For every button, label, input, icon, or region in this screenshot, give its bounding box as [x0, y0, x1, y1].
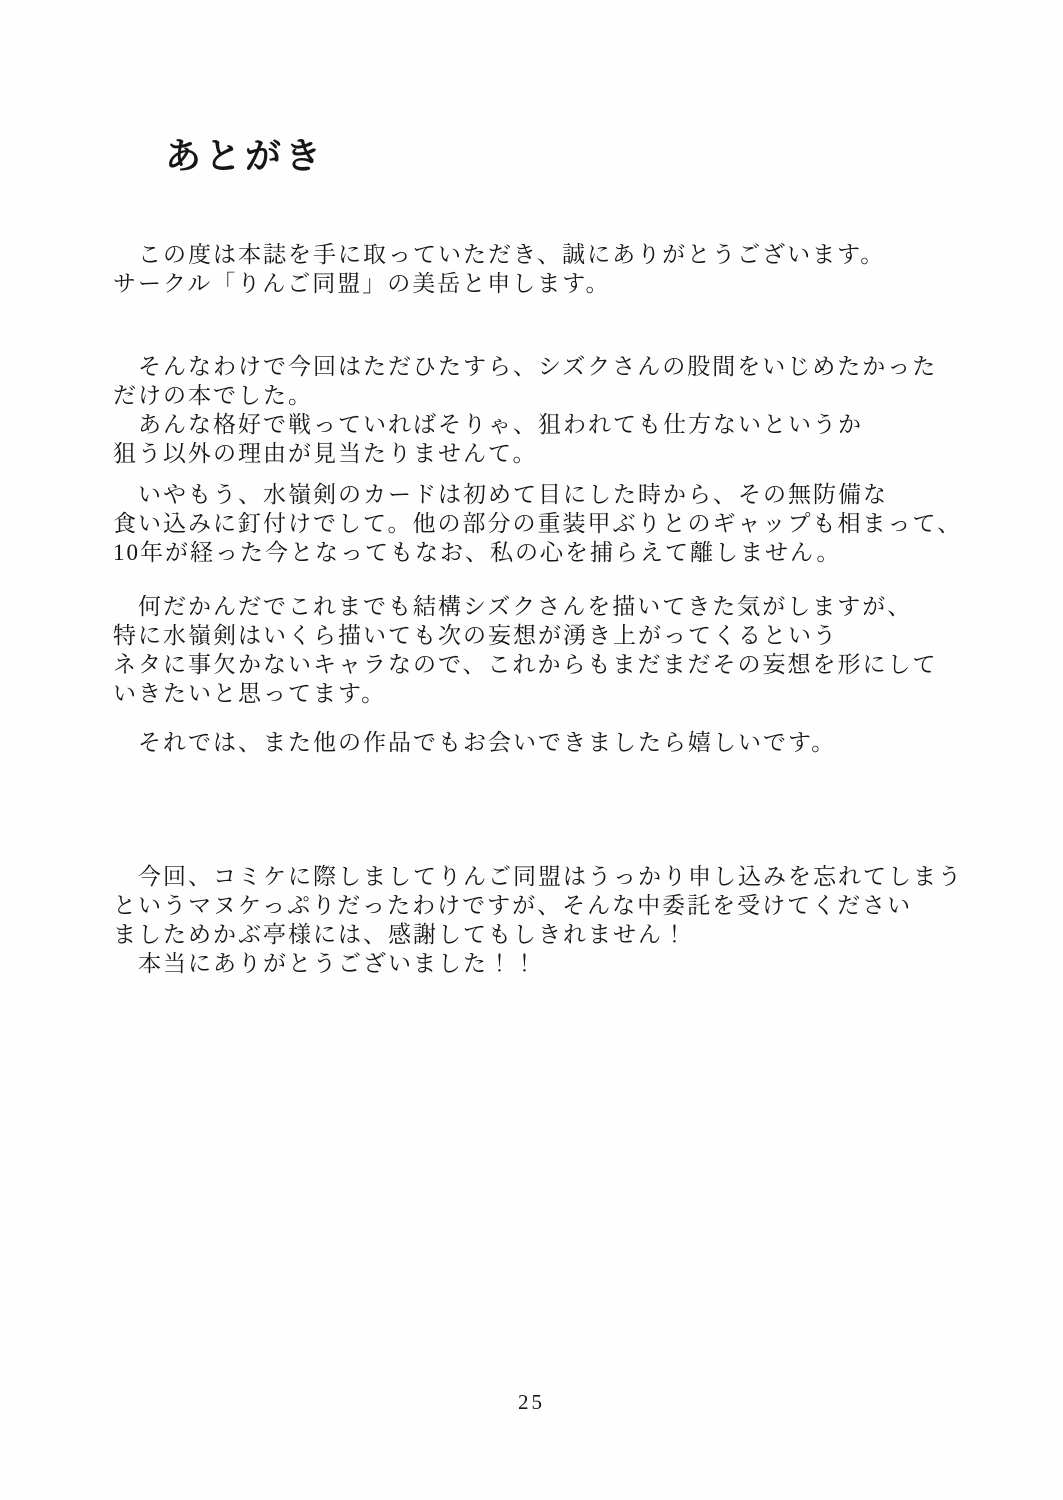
text-line: 10年が経った今となってもなお、私の心を捕らえて離しません。: [113, 540, 842, 565]
text-line: この度は本誌を手に取っていただき、誠にありがとうございます。: [113, 242, 886, 267]
text-line: というマヌケっぷりだったわけですが、そんな中委託を受けてください: [113, 893, 913, 918]
text-line: 何だかんだでこれまでも結構シズクさんを描いてきた気がしますが、: [113, 594, 913, 619]
text-line: いきたいと思ってます。: [113, 681, 387, 706]
paragraph-future-plans: [113, 592, 993, 708]
text-line: それでは、また他の作品でもお会いできましたら嬉しいです。: [113, 730, 837, 755]
paragraph-comiket-thanks: [113, 862, 993, 978]
paragraph-closing: [113, 728, 993, 757]
text-line: そんなわけで今回はただひたすら、シズクさんの股間をいじめたかった: [113, 354, 938, 379]
text-line: ネタに事欠かないキャラなので、これからもまだまだその妄想を形にして: [113, 652, 938, 677]
text-line: 今回、コミケに際しましてりんご同盟はうっかり申し込みを忘れてしまう: [113, 864, 963, 889]
paragraph-greeting: [113, 240, 993, 298]
text-line: いやもう、水嶺剣のカードは初めて目にした時から、その無防備な: [113, 482, 888, 507]
text-line: 本当にありがとうございました！！: [113, 951, 538, 976]
page-title: あとがき: [165, 135, 326, 176]
paragraph-motivation: [113, 352, 993, 468]
page-number: 25: [518, 1390, 545, 1414]
text-line: あんな格好で戦っていればそりゃ、狙われても仕方ないというか: [113, 412, 863, 437]
text-line: サークル「りんご同盟」の美岳と申します。: [113, 271, 611, 296]
text-line: 特に水嶺剣はいくら描いても次の妄想が湧き上がってくるという: [113, 623, 838, 648]
text-line: 食い込みに釘付けでして。他の部分の重装甲ぶりとのギャップも相まって、: [113, 511, 963, 536]
paragraph-suireiken-card: [113, 480, 993, 567]
text-line: ましためかぶ亭様には、感謝してもしきれません！: [113, 922, 688, 947]
text-line: だけの本でした。: [113, 383, 313, 408]
text-line: 狙う以外の理由が見当たりませんて。: [113, 441, 538, 466]
